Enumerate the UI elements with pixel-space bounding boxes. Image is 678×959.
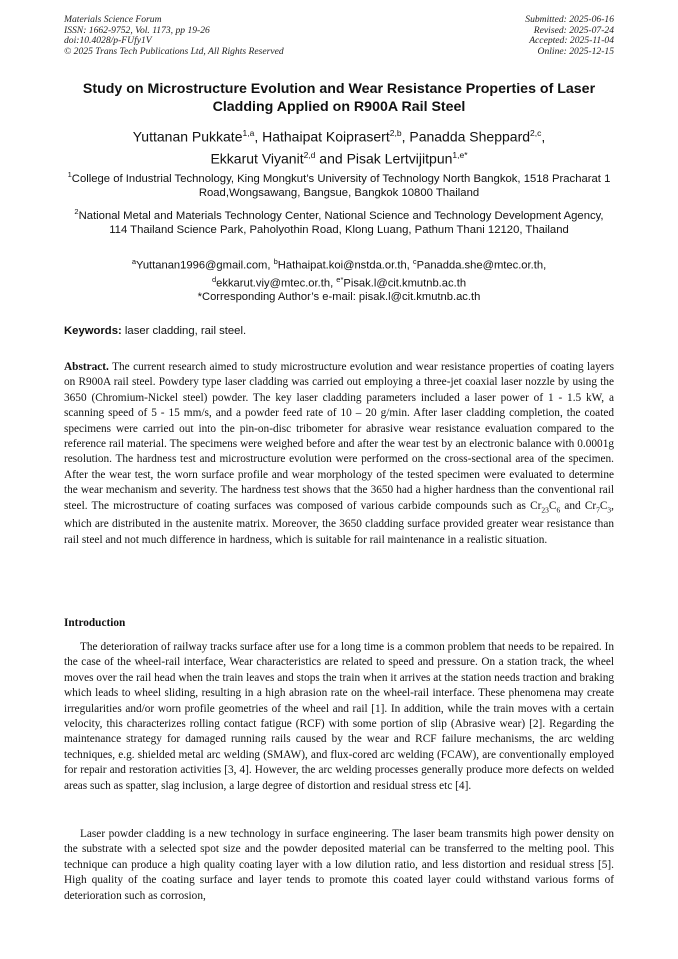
issn: ISSN: 1662-9752, Vol. 1173, pp 19-26	[64, 24, 210, 36]
author-name: Pisak Lertvijitpun	[346, 150, 453, 167]
author-name: Hathaipat Koiprasert	[262, 128, 390, 145]
keywords-label: Keywords:	[64, 325, 122, 337]
email-link[interactable]: ekkarut.viy@mtec.or.th,	[216, 277, 334, 290]
email-sup: d	[211, 275, 217, 285]
journal-name: Materials Science Forum	[64, 14, 162, 25]
affiliation-sup: 2	[74, 207, 79, 216]
section-heading-introduction: Introduction	[64, 617, 126, 629]
email-sup: a	[131, 257, 136, 266]
revised-date: Revised: 2025-07-24	[533, 24, 614, 36]
affiliation-sup: 1	[67, 170, 72, 179]
author-emails	[64, 255, 614, 291]
author-sup: 2,d	[303, 150, 316, 161]
author-name: Yuttanan Pukkate	[132, 128, 243, 145]
author-sep: ,	[254, 128, 263, 145]
author-sep: ,	[401, 128, 410, 145]
abstract-and: and	[560, 499, 585, 512]
author-name: Panadda Sheppard	[409, 128, 531, 145]
email-link[interactable]: Yuttanan1996@gmail.com,	[135, 259, 271, 272]
header-left	[64, 15, 394, 57]
carbide-formula-2: $Cr_7C_3$	[584, 499, 612, 514]
email-sup: e*	[336, 275, 344, 285]
email-link[interactable]: Pisak.l@cit.kmutnb.ac.th	[343, 277, 467, 290]
abstract-text-end: , which are distributed in the austenite matrix. Moreover, the 3650 cladding surface provided greater wear resistance than rail steel and not much difference in hardness, which is suitable for rail maintenance in a realistic situation.	[64, 499, 614, 546]
email-link[interactable]: Hathaipat.koi@nstda.or.th,	[277, 259, 410, 272]
header-right	[414, 15, 614, 57]
affiliation-text: College of Industrial Technology, King Mongkut’s University of Technology North Bangkok, 1518 Pracharat 1 Road,Wongsawang, Bangsue, Bangkok 10800 Thailand	[71, 172, 611, 199]
accepted-date: Accepted: 2025-11-04	[529, 35, 614, 47]
email-sup: b	[273, 257, 278, 266]
abstract-text: The current research aimed to study microstructure evolution and wear resistance properties of coating layers on R900A rail steel. Powdery type laser cladding was carried out employing a three-jet coaxial laser nozzle by using the 3650 (Chromium-Nickel steel) powder. The key laser cladding parameters included a laser power of 1 - 1.5 kW, a scanning speed of 5 - 15 mm/s, and a powder feed rate of 10 – 20 g/min. After laser cladding completion, the coated specimens were carried out into the pin-on-disc tribometer for abrasive wear resistance evaluation compared to the reference rail material. The specimens were weighed before and after the wear test by an electronic balance with 0.0001g resolution. The hardness test and microstructure evolution were performed on the cross-sectional area of the specimen. After the wear test, the worn surface profile and wear morphology of the tested specimen were evaluated to determine the wear mechanism and severity. The hardness test shows that the 3650 had a higher hardness than the conventional rail steel. The microstructure of coating surfaces was composed of various carbide compounds such as	[64, 361, 615, 512]
doi[interactable]: doi:10.4028/p-FUfy1V	[64, 35, 152, 47]
intro-paragraph-1: The deterioration of railway tracks surface after use for a long time is a common problem that needs to be repaired. In the case of the wheel-rail interface, Wear characteristics are related to speed and pressure. On a station track, the wheel moves over the rail head when the train leaves and stops the train when it arrives at the station needs traction and braking which leads to wheel sliding, resulting in a high abrasion rate on the wheel-rail interface. These phenomena may create irregularities and/or worn profile geometries of the wheel and rail [1]. In addition, while the train moves with a certain velocity, this characterizes rolling contact fatigue (RCF) with some portion of slip (Abrasive wear) [2]. Regarding the maintenance strategy for damaged running rails caused by the wear and RCF failure mechanisms, the arc welding techniques, e.g. shielded metal arc welding (SMAW), and flux-cored arc welding (FCAW), are conventionally employed for repair and restoration activities [3, 4]. However, the arc welding processes generally produce more defects on welded areas such as spatter, slag inclusion, a large degree of distortion and residual stress etc [4].	[64, 641, 614, 792]
copyright: © 2025 Trans Tech Publications Ltd, All Rights Reserved	[64, 45, 284, 57]
author-sep: ,	[541, 128, 546, 145]
author-sup: 1,e*	[452, 150, 468, 161]
submitted-date: Submitted: 2025-06-16	[525, 14, 614, 25]
intro-paragraph-2: Laser powder cladding is a new technology in surface engineering. The laser beam transmits high power density on the substrate with a selected spot size and the powder deposited material can be transferred to the melting pool. This technique can produce a high quality coating layer with a low dilution ratio, and less distortion and residual stress [5]. High quality of the coating surface and layer tends to promote this coated layer could withstand various forms of deterioration such as corrosion,	[64, 828, 614, 902]
author-list	[64, 124, 614, 168]
author-sup: 1,a	[242, 128, 255, 138]
online-date: Online: 2025-12-15	[537, 45, 614, 57]
keywords-text: laser cladding, rail steel.	[124, 325, 247, 337]
email-link[interactable]: Panadda.she@mtec.or.th,	[416, 259, 547, 272]
affiliation-2	[64, 205, 614, 237]
paper-title: Study on Microstructure Evolution and Wear Resistance Properties of Laser Cladding Applied on R900A Rail Steel	[82, 81, 596, 115]
author-sup: 2,c	[530, 128, 542, 138]
author-name: Ekkarut Viyanit	[210, 150, 304, 167]
abstract-label: Abstract.	[64, 361, 109, 373]
author-sup: 2,b	[389, 128, 402, 138]
affiliation-text: National Metal and Materials Technology Center, National Science and Technology Development Agency, 114 Thailand Science Park, Paholyothin Road, Klong Luang, Pathum Thani 12120, Thailand	[78, 209, 604, 236]
keywords	[64, 325, 614, 337]
affiliation-1	[64, 168, 614, 200]
email-sup: c	[412, 257, 417, 266]
abstract	[64, 360, 614, 548]
carbide-formula-1: $Cr_{23}C_6$	[530, 499, 561, 514]
author-sep: and	[315, 150, 347, 167]
corresponding-author: *Corresponding Author’s e-mail: pisak.l@cit.kmutnb.ac.th	[197, 291, 481, 303]
